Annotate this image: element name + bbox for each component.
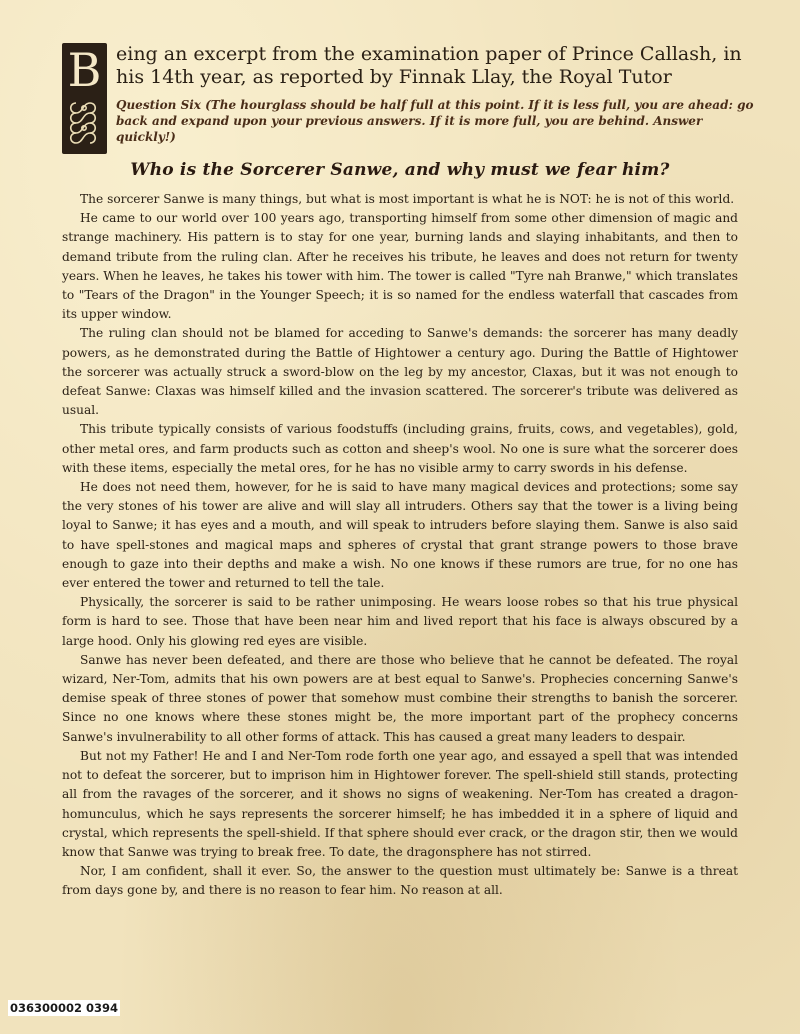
paragraph: Nor, I am confident, shall it ever. So, the answer to the question must ultimately be: Sanwe is a threat from days gone by, and there is no reason to fear him. No reason at all.	[62, 864, 738, 898]
paragraph: The sorcerer Sanwe is many things, but what is most important is what he is NOT: he is not of this world.	[80, 192, 735, 206]
paragraph: The ruling clan should not be blamed for acceding to Sanwe's demands: the sorcerer has many deadly powers, as he demonstrated during the Battle of Hightower a century ago. During the Battle of Hightower the sorcerer was actually struck a sword-blow on the leg by my ancestor, Claxas, but it was not enough to defeat Sanwe: Claxas was himself killed and the invasion scattered. The sorcerer's tribute was delivered as usual.	[62, 326, 738, 418]
drop-cap-panel	[62, 43, 107, 154]
paragraph: Sanwe has never been defeated, and there are those who believe that he cannot be defeated. The royal wizard, Ner-Tom, admits that his own powers are at best equal to Sanwe's. Prophecies concerning Sanwe's demise speak of three stones of power that somehow must combine their strengths to banish the sorcerer. Since no one knows where these stones might be, the more important part of the prophecy concerns Sanwe's invulnerability to all other forms of attack. This has caused a great many leaders to despair.	[62, 652, 738, 744]
excerpt-title: eing an excerpt from the examination paper of Prince Callash, in his 14th year, as reported by Finnak Llay, the Royal Tutor	[116, 43, 742, 88]
essay-body	[62, 190, 738, 901]
question-text: Question Six (The hourglass should be half full at this point. If it is less full, you are ahead: go back and expand upon your previous answers. If it is more full, you are behind. Answer quickly!)	[116, 98, 754, 144]
section-heading: Who is the Sorcerer Sanwe, and why must we fear him?	[130, 160, 670, 180]
paragraph: This tribute typically consists of various foodstuffs (including grains, fruits, cows, and vegetables), gold, other metal ores, and farm products such as cotton and sheep's wool. No one is sure what the sorcerer does with these items, especially the metal ores, for he has no visible army to carry swords in his defense.	[62, 422, 738, 475]
celtic-knot-icon	[67, 97, 102, 151]
paragraph: But not my Father! He and I and Ner-Tom rode forth one year ago, and essayed a spell that was intended not to defeat the sorcerer, but to imprison him in Hightower forever. The spell-shield still stands, protecting all from the ravages of the sorcerer, and it shows no signs of weakening. Ner-Tom has created a dragon-homunculus, which he says represents the sorcerer himself; he has imbedded it in a sphere of liquid and crystal, which represents the spell-shield. If that sphere should ever crack, or the dragon stir, then we would know that Sanwe was trying to break free. To date, the dragonsphere has not stirred.	[62, 748, 738, 859]
paragraph: He does not need them, however, for he is said to have many magical devices and protections; some say the very stones of his tower are alive and will slay all intruders. Others say that the tower is a living being loyal to Sanwe; it has eyes and a mouth, and will speak to intruders before slaying them. Sanwe is also said to have spell-stones and magical maps and spheres of crystal that grant strange powers to those brave enough to gaze into their depths and make a wish. No one knows if these rumors are true, for no one has ever entered the tower and returned to tell the tale.	[62, 480, 738, 591]
document-code: 036300002 0394	[10, 1001, 119, 1015]
paragraph: Physically, the sorcerer is said to be rather unimposing. He wears loose robes so that his true physical form is hard to see. Those that have been near him and lived report that his face is always obscured by a large hood. Only his glowing red eyes are visible.	[62, 595, 738, 648]
drop-cap-letter: B	[67, 43, 102, 97]
paragraph: He came to our world over 100 years ago, transporting himself from some other dimension of magic and strange machinery. His pattern is to stay for one year, burning lands and slaying inhabitants, and then to demand tribute from the ruling clan. After he receives his tribute, he leaves and does not return for twenty years. When he leaves, he takes his tower with him. The tower is called "Tyre nah Branwe," which translates to "Tears of the Dragon" in the Younger Speech; it is so named for the endless waterfall that cascades from its upper window.	[62, 211, 738, 322]
